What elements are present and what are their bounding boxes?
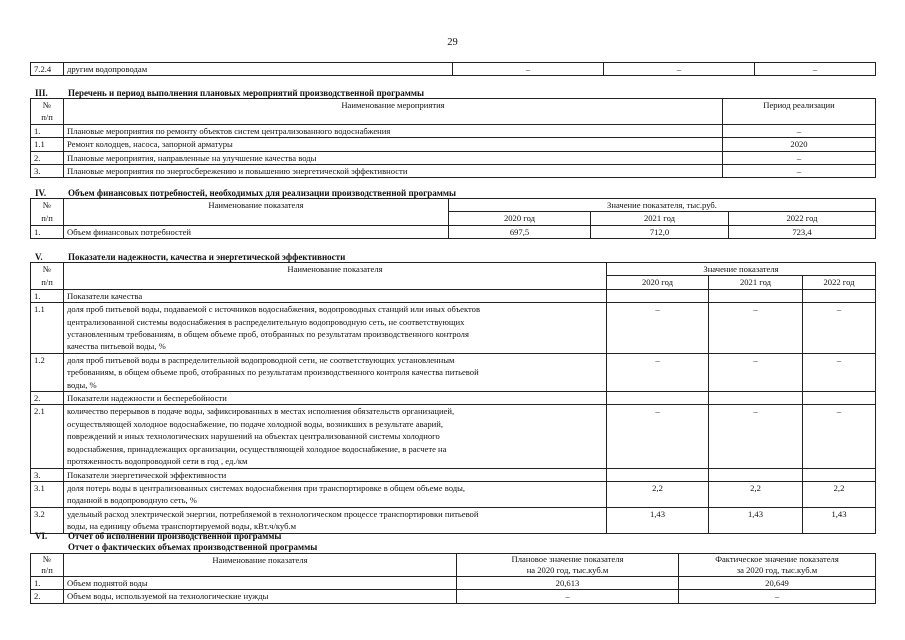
year-header: 2020 год	[607, 276, 709, 289]
row-value: 723,4	[729, 225, 876, 238]
table-row	[31, 151, 876, 164]
row-value: –	[803, 303, 876, 354]
row-name-line: воды, на единицу объема транспортируемой воды, кВт.ч/куб.м	[67, 521, 297, 532]
row-number: 1.	[31, 225, 64, 238]
section-subtitle: Отчет о фактических объемах производственной программы	[68, 542, 318, 552]
row-name	[64, 468, 607, 481]
table-row	[31, 392, 876, 405]
section-title: Перечень и период выполнения плановых мероприятий производственной программы	[68, 88, 425, 98]
row-name: Ремонт колодцев, насоса, запорной арматуры	[64, 138, 723, 151]
row-number: 3.	[31, 165, 64, 178]
row-name-line: Показатели качества	[67, 290, 143, 301]
continuation-table	[30, 62, 876, 76]
col-num-header: №	[31, 99, 64, 112]
row-name: Объем финансовых потребностей	[64, 225, 449, 238]
col-fact-header-line: за 2020 год, тыс.куб.м	[736, 565, 818, 575]
row-name-line: удельный расход электрической энергии, потребляемой в технологическом процессе транспортировки питьевой	[67, 508, 479, 519]
row-period: –	[723, 124, 876, 137]
row-value: –	[453, 63, 604, 76]
col-fact-header	[679, 554, 876, 577]
row-value: –	[709, 353, 803, 391]
row-name-line: воды, %	[67, 379, 97, 390]
row-number: 3.	[31, 468, 64, 481]
table-row	[31, 165, 876, 178]
row-name-line: централизованной системы водоснабжения в распределительную водопроводную сеть, не соответствующих	[67, 316, 465, 327]
row-name	[64, 405, 607, 468]
row-name-line: водоснабжения, принадлежащих организации, осуществляющей холодное водоснабжение, в расчете на	[67, 443, 447, 454]
col-num-header-2: п/п	[31, 276, 64, 289]
row-number: 2.	[31, 392, 64, 405]
col-name-header: Наименование показателя	[64, 554, 457, 577]
section-number: V.	[35, 252, 43, 262]
table-header-row	[31, 554, 876, 577]
row-name: Объем воды, используемой на технологические нужды	[64, 590, 457, 603]
row-value: 697,5	[449, 225, 591, 238]
section-5-table	[30, 262, 876, 534]
table-row	[31, 124, 876, 137]
row-value: 2,2	[607, 481, 709, 507]
section-number: IV.	[35, 188, 47, 198]
section-3-table	[30, 98, 876, 178]
col-plan-header	[457, 554, 679, 577]
row-name-line: требованиям, в общем объеме проб, отобранных по результатам производственного контроля качества питьевой	[67, 367, 479, 378]
row-period: –	[723, 151, 876, 164]
row-number: 3.2	[31, 507, 64, 533]
row-name-line: Показатели надежности и бесперебойности	[67, 393, 227, 404]
section-number: III.	[35, 88, 48, 98]
section-4-heading	[35, 188, 456, 198]
col-num-header-2: п/п	[31, 111, 64, 124]
row-name	[64, 481, 607, 507]
year-header: 2022 год	[729, 212, 876, 225]
row-name-line: доля потерь воды в централизованных системах водоснабжения при транспортировке в общем объеме воды,	[67, 482, 466, 493]
row-name	[64, 353, 607, 391]
row-plan: 20,613	[457, 577, 679, 590]
row-value: 1,43	[709, 507, 803, 533]
table-header-row	[31, 263, 876, 276]
table-row	[31, 405, 876, 468]
row-fact: –	[679, 590, 876, 603]
table-row	[31, 353, 876, 391]
col-num-header	[31, 554, 64, 577]
section-number: VI.	[35, 531, 48, 541]
table-row	[31, 63, 876, 76]
row-value: 2,2	[709, 481, 803, 507]
table-header-row	[31, 99, 876, 112]
row-name: Плановые мероприятия по ремонту объектов систем централизованного водоснабжения	[64, 124, 723, 137]
table-row	[31, 468, 876, 481]
col-name-header: Наименование показателя	[64, 199, 449, 226]
page-number: 29	[447, 37, 458, 48]
table-row	[31, 577, 876, 590]
row-value: –	[607, 405, 709, 468]
row-value: –	[709, 405, 803, 468]
section-5-heading	[35, 252, 345, 262]
row-plan: –	[457, 590, 679, 603]
col-plan-header-line: на 2020 год, тыс.куб.м	[526, 565, 609, 575]
table-row	[31, 289, 876, 302]
row-number: 2.	[31, 590, 64, 603]
col-num-header-2: п/п	[31, 212, 64, 225]
table-row	[31, 590, 876, 603]
section-4-table	[30, 198, 876, 239]
table-header-row	[31, 199, 876, 212]
section-title: Объем финансовых потребностей, необходимых для реализации производственной программы	[68, 188, 457, 198]
row-value: 712,0	[591, 225, 729, 238]
row-value: –	[607, 303, 709, 354]
row-name	[64, 392, 607, 405]
col-num-header: №	[31, 263, 64, 276]
row-number: 1.	[31, 289, 64, 302]
row-number: 1.	[31, 577, 64, 590]
col-num-header-2: п/п	[41, 565, 53, 575]
row-name-line: осуществляющей холодное водоснабжение, по подаче холодной воды, возникших в результате аварий,	[67, 418, 443, 429]
row-number: 7.2.4	[31, 63, 64, 76]
row-name-line: доля проб питьевой воды в распределительной водопроводной сети, не соответствующих установленным	[67, 354, 455, 365]
row-number: 3.1	[31, 481, 64, 507]
col-plan-header-line: Плановое значение показателя	[511, 554, 624, 564]
row-name-line: Показатели энергетической эффективности	[67, 469, 227, 480]
section-title: Отчет об исполнении производственной программы	[68, 531, 282, 541]
row-period: –	[723, 165, 876, 178]
col-value-header: Значение показателя, тыс.руб.	[449, 199, 876, 212]
row-name	[64, 507, 607, 533]
section-6-table	[30, 553, 876, 604]
row-name-line: протяженность водопроводной сети в год , ед./км	[67, 456, 248, 467]
year-header: 2021 год	[709, 276, 803, 289]
row-value: 1,43	[803, 507, 876, 533]
row-name	[64, 303, 607, 354]
row-number: 1.1	[31, 303, 64, 354]
row-value: –	[803, 405, 876, 468]
year-header: 2021 год	[591, 212, 729, 225]
table-row	[31, 225, 876, 238]
section-6-subheading	[68, 542, 317, 552]
row-name-line: качества питьевой воды, %	[67, 341, 166, 352]
row-number: 1.2	[31, 353, 64, 391]
col-name-header: Наименование мероприятия	[64, 99, 723, 125]
row-name-line: поданной в водопроводную сеть, %	[67, 495, 197, 506]
row-name-line: установленным требованиям, в общем объеме проб, отобранных по результатам производственного контроля	[67, 329, 469, 340]
row-number: 2.1	[31, 405, 64, 468]
year-header: 2022 год	[803, 276, 876, 289]
row-value: –	[709, 303, 803, 354]
row-name	[64, 289, 607, 302]
row-value: –	[604, 63, 755, 76]
section-title: Показатели надежности, качества и энергетической эффективности	[68, 252, 346, 262]
row-value: –	[607, 353, 709, 391]
table-row	[31, 507, 876, 533]
row-name-line: количество перерывов в подаче воды, зафиксированных в местах исполнения обязательств организацией,	[67, 406, 455, 417]
table-row	[31, 138, 876, 151]
year-header: 2020 год	[449, 212, 591, 225]
section-6-heading	[35, 531, 281, 541]
row-name: другим водопроводам	[64, 63, 453, 76]
row-name: Плановые мероприятия по энергосбережению и повышению энергетической эффективности	[64, 165, 723, 178]
row-value: 2,2	[803, 481, 876, 507]
col-num-header: №	[31, 199, 64, 212]
row-name: Плановые мероприятия, направленные на улучшение качества воды	[64, 151, 723, 164]
row-number: 2.	[31, 151, 64, 164]
row-number: 1.1	[31, 138, 64, 151]
col-value-header: Значение показателя	[607, 263, 876, 276]
row-period: 2020	[723, 138, 876, 151]
col-fact-header-line: Фактическое значение показателя	[715, 554, 839, 564]
table-row	[31, 481, 876, 507]
row-fact: 20,649	[679, 577, 876, 590]
row-name-line: доля проб питьевой воды, подаваемой с источников водоснабжения, водопроводных станций или иных объектов	[67, 304, 481, 315]
row-value: 1,43	[607, 507, 709, 533]
row-value: –	[803, 353, 876, 391]
row-number: 1.	[31, 124, 64, 137]
row-value: –	[755, 63, 876, 76]
col-name-header: Наименование показателя	[64, 263, 607, 290]
col-period-header: Период реализации	[723, 99, 876, 125]
col-num-header-1: №	[42, 554, 52, 564]
row-name-line: повреждений и иных технологических нарушений на объектах централизованной системы холодного	[67, 431, 440, 442]
row-name: Объем поднятой воды	[64, 577, 457, 590]
section-3-heading	[35, 88, 424, 98]
table-row	[31, 303, 876, 354]
